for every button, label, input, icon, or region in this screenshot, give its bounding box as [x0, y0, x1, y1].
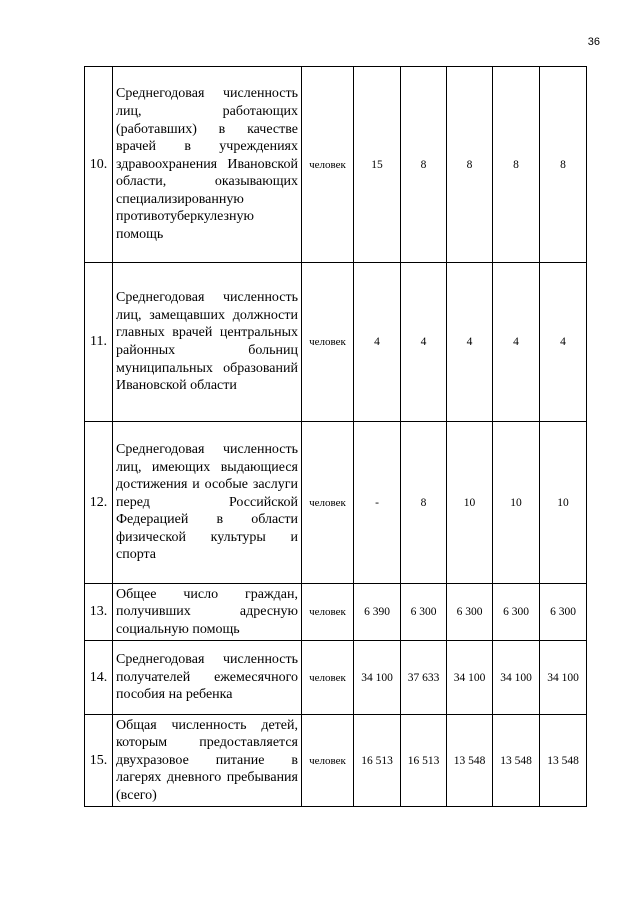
- table-row: [85, 67, 587, 263]
- row-number: 14.: [85, 641, 113, 715]
- row-value: 4: [447, 263, 493, 422]
- row-description: [113, 584, 302, 641]
- row-description-text: Общее число граждан, получивших адресную социальную помощь: [116, 586, 298, 637]
- row-number: 10.: [85, 67, 113, 263]
- row-unit: человек: [302, 67, 354, 263]
- row-description: [113, 67, 302, 263]
- row-number: 11.: [85, 263, 113, 422]
- row-value: 34 100: [540, 641, 587, 715]
- row-value: 34 100: [354, 641, 401, 715]
- row-description-text: Среднегодовая численность лиц, работающих (работавших) в качестве врачей в учреждениях здравоохранения Ивановской области, оказывающих специализированную противотуберкулезную помощь: [116, 86, 298, 243]
- row-value: 37 633: [401, 641, 447, 715]
- row-value: 6 300: [447, 584, 493, 641]
- row-description: [113, 422, 302, 584]
- row-description-text: Среднегодовая численность лиц, имеющих выдающиеся достижения и особые заслуги перед Российской Федерацией в области физической культуры и спорта: [116, 441, 298, 563]
- row-value: 6 390: [354, 584, 401, 641]
- row-value: 10: [493, 422, 540, 584]
- row-value: 34 100: [447, 641, 493, 715]
- row-unit: человек: [302, 584, 354, 641]
- row-description-text: Общая численность детей, которым предоставляется двухразовое питание в лагерях дневного пребывания (всего): [116, 717, 298, 803]
- row-value: 4: [401, 263, 447, 422]
- row-value: 13 548: [493, 715, 540, 807]
- row-unit: человек: [302, 715, 354, 807]
- row-value: 4: [540, 263, 587, 422]
- row-value: 16 513: [401, 715, 447, 807]
- row-number: 12.: [85, 422, 113, 584]
- indicators-table: [84, 66, 587, 807]
- row-value: 8: [540, 67, 587, 263]
- row-value: 13 548: [540, 715, 587, 807]
- row-value: 4: [493, 263, 540, 422]
- row-description: [113, 641, 302, 715]
- page-number: 36: [587, 36, 600, 48]
- row-number: 13.: [85, 584, 113, 641]
- table-row: [85, 715, 587, 807]
- table-row: [85, 422, 587, 584]
- row-value: 6 300: [540, 584, 587, 641]
- row-unit: человек: [302, 263, 354, 422]
- row-value: 8: [401, 67, 447, 263]
- table-row: [85, 263, 587, 422]
- row-value: -: [354, 422, 401, 584]
- row-value: 4: [354, 263, 401, 422]
- row-value: 8: [493, 67, 540, 263]
- row-value: 15: [354, 67, 401, 263]
- row-value: 6 300: [401, 584, 447, 641]
- row-value: 8: [401, 422, 447, 584]
- row-description: [113, 263, 302, 422]
- row-value: 10: [447, 422, 493, 584]
- table-row: [85, 584, 587, 641]
- row-value: 6 300: [493, 584, 540, 641]
- table-row: [85, 641, 587, 715]
- row-number: 15.: [85, 715, 113, 807]
- row-value: 13 548: [447, 715, 493, 807]
- row-description: [113, 715, 302, 807]
- row-value: 10: [540, 422, 587, 584]
- row-value: 8: [447, 67, 493, 263]
- row-unit: человек: [302, 422, 354, 584]
- row-description-text: Среднегодовая численность получателей ежемесячного пособия на ребенка: [116, 652, 298, 703]
- row-unit: человек: [302, 641, 354, 715]
- row-description-text: Среднегодовая численность лиц, замещавших должности главных врачей центральных районных больниц муниципальных образований Ивановской области: [116, 290, 298, 394]
- row-value: 16 513: [354, 715, 401, 807]
- row-value: 34 100: [493, 641, 540, 715]
